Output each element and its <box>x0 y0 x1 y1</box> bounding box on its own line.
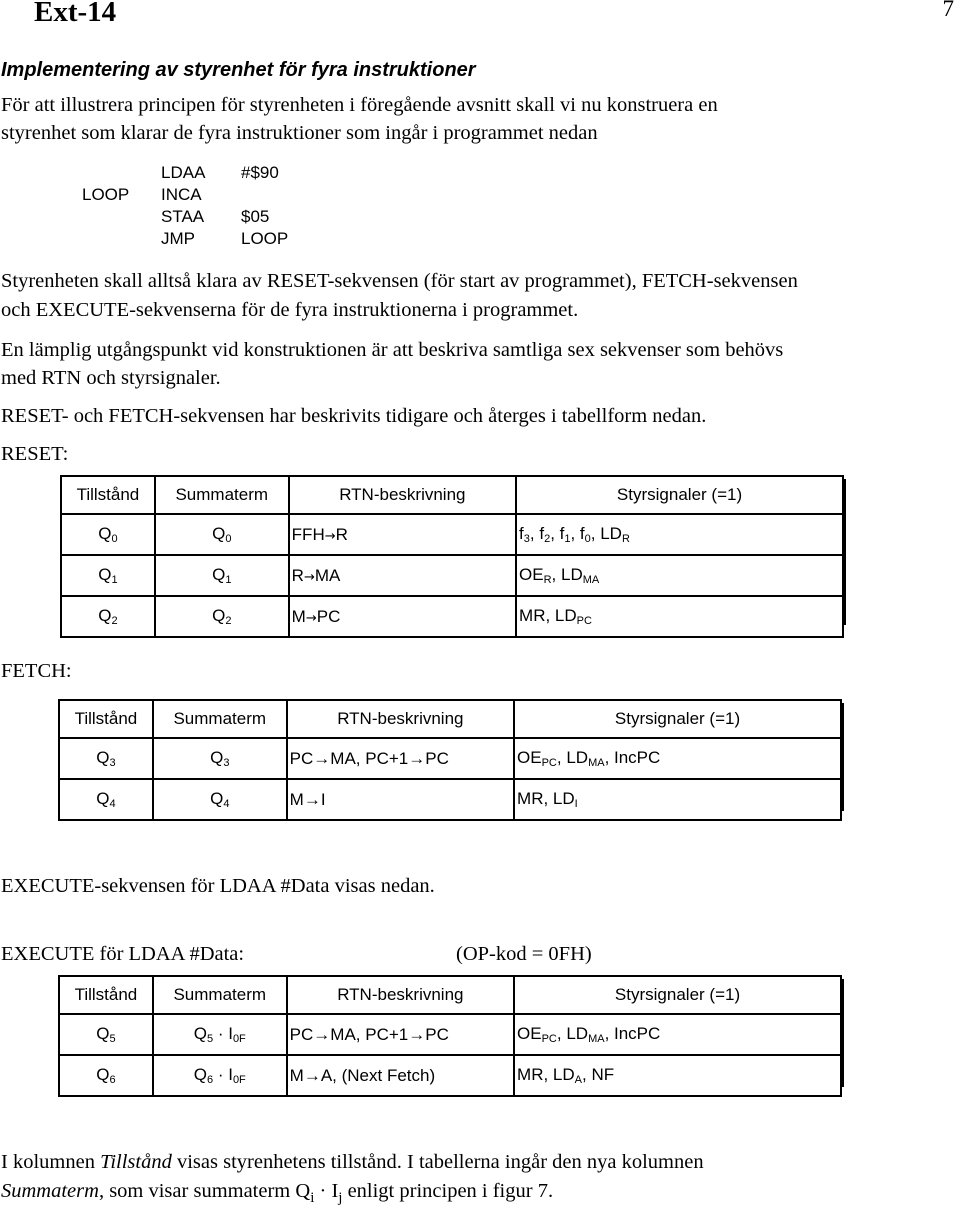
program-arg: $05 <box>241 207 270 226</box>
para3: RESET- och FETCH-sekvensen har beskrivits tidigare och återges i tabellform nedan. <box>1 405 707 427</box>
cell-state: $Q_5$ <box>59 1014 153 1055</box>
table-row <box>61 596 843 637</box>
header-signals: Styrsignaler (=1) <box>514 700 841 738</box>
page-number: 7 <box>942 0 954 21</box>
intro-line-2: styrenhet som klarar de fyra instruktioner som ingår i programmet nedan <box>1 122 598 144</box>
cell-rtn: M→PC <box>289 596 516 637</box>
closing-line-2: Summaterm, som visar summaterm $Q_i \cdot I_j$ enligt principen i figur 7. <box>1 1180 554 1206</box>
cell-sumterm: $Q_4$ <box>153 779 287 820</box>
reset-table <box>60 475 844 638</box>
cell-signals: $OE_{PC}$, $LD_{MA}$, IncPC <box>514 738 841 779</box>
arrow-icon: → <box>305 610 317 626</box>
page-header <box>0 0 960 34</box>
cell-sumterm: $Q_0$ <box>155 514 289 555</box>
table-row <box>61 555 843 596</box>
execute-label: EXECUTE för LDAA #Data: <box>1 943 245 965</box>
cell-state: $Q_1$ <box>61 555 155 596</box>
program-op: STAA <box>161 207 205 226</box>
table-header-row <box>59 976 841 1014</box>
program-op: INCA <box>161 185 202 204</box>
cell-signals: $f_3$, $f_2$, $f_1$, $f_0$, $LD_R$ <box>516 514 843 555</box>
table-header-row <box>61 476 843 514</box>
header-state: Tillstånd <box>59 700 153 738</box>
program-arg: LOOP <box>241 229 289 248</box>
header-state: Tillstånd <box>59 976 153 1014</box>
header-sumterm: Summaterm <box>153 700 287 738</box>
cell-rtn: PC→MA, PC+1→PC <box>287 1014 514 1055</box>
section-heading: Implementering av styrenhet för fyra instruktioner <box>1 59 476 81</box>
header-rtn: RTN-beskrivning <box>289 476 516 514</box>
reset-label: RESET: <box>1 443 69 465</box>
intro-line-1: För att illustrera principen för styrenheten i föregående avsnitt skall vi nu konstruera en <box>1 94 718 116</box>
program-arg: #$90 <box>241 163 279 182</box>
cell-state: $Q_6$ <box>59 1055 153 1096</box>
cell-sumterm: $Q_2$ <box>155 596 289 637</box>
table-row <box>59 779 841 820</box>
chapter-label: Ext-14 <box>34 0 117 28</box>
cell-signals: MR, $LD_{PC}$ <box>516 596 843 637</box>
fetch-label: FETCH: <box>1 660 72 682</box>
execute-intro: EXECUTE-sekvensen för LDAA #Data visas nedan. <box>1 875 435 897</box>
table-row <box>59 1055 841 1096</box>
header-signals: Styrsignaler (=1) <box>514 976 841 1014</box>
program-op: JMP <box>161 229 195 248</box>
cell-rtn: M→A, (Next Fetch) <box>287 1055 514 1096</box>
cell-sumterm: $Q_5 \cdot I_{0F}$ <box>153 1014 287 1055</box>
header-signals: Styrsignaler (=1) <box>516 476 843 514</box>
cell-signals: $OE_R$, $LD_{MA}$ <box>516 555 843 596</box>
cell-signals: MR, $LD_I$ <box>514 779 841 820</box>
header-rtn: RTN-beskrivning <box>287 700 514 738</box>
cell-state: $Q_3$ <box>59 738 153 779</box>
table-row <box>59 738 841 779</box>
table-row <box>59 1014 841 1055</box>
cell-sumterm: $Q_3$ <box>153 738 287 779</box>
header-rtn: RTN-beskrivning <box>287 976 514 1014</box>
cell-state: $Q_2$ <box>61 596 155 637</box>
arrow-icon: → <box>303 569 315 585</box>
cell-signals: $OE_{PC}$, $LD_{MA}$, IncPC <box>514 1014 841 1055</box>
para2-line-1: En lämplig utgångspunkt vid konstruktionen är att beskriva samtliga sex sekvenser som behövs <box>1 339 784 361</box>
table-header-row <box>59 700 841 738</box>
execute-table <box>58 975 842 1097</box>
arrow-icon: → <box>324 528 336 544</box>
para1-line-1: Styrenheten skall alltså klara av RESET-sekvensen (för start av programmet), FETCH-sekvensen <box>1 270 798 292</box>
para2-line-2: med RTN och styrsignaler. <box>1 367 221 389</box>
closing-line-1: I kolumnen Tillstånd visas styrenhetens tillstånd. I tabellerna ingår den nya kolumnen <box>1 1151 704 1173</box>
header-sumterm: Summaterm <box>155 476 289 514</box>
table-row <box>61 514 843 555</box>
cell-rtn: R→MA <box>289 555 516 596</box>
cell-rtn: FFH→R <box>289 514 516 555</box>
program-label: LOOP <box>82 185 130 204</box>
cell-state: $Q_4$ <box>59 779 153 820</box>
cell-signals: MR, $LD_A$, NF <box>514 1055 841 1096</box>
header-sumterm: Summaterm <box>153 976 287 1014</box>
program-op: LDAA <box>161 163 206 182</box>
cell-sumterm: $Q_6 \cdot I_{0F}$ <box>153 1055 287 1096</box>
cell-rtn: M→I <box>287 779 514 820</box>
fetch-table <box>58 699 842 821</box>
cell-rtn: PC→MA, PC+1→PC <box>287 738 514 779</box>
cell-sumterm: $Q_1$ <box>155 555 289 596</box>
para1-line-2: och EXECUTE-sekvenserna för de fyra instruktionerna i programmet. <box>1 299 579 321</box>
opcode-note: (OP-kod = 0FH) <box>456 943 592 965</box>
cell-state: $Q_0$ <box>61 514 155 555</box>
header-state: Tillstånd <box>61 476 155 514</box>
